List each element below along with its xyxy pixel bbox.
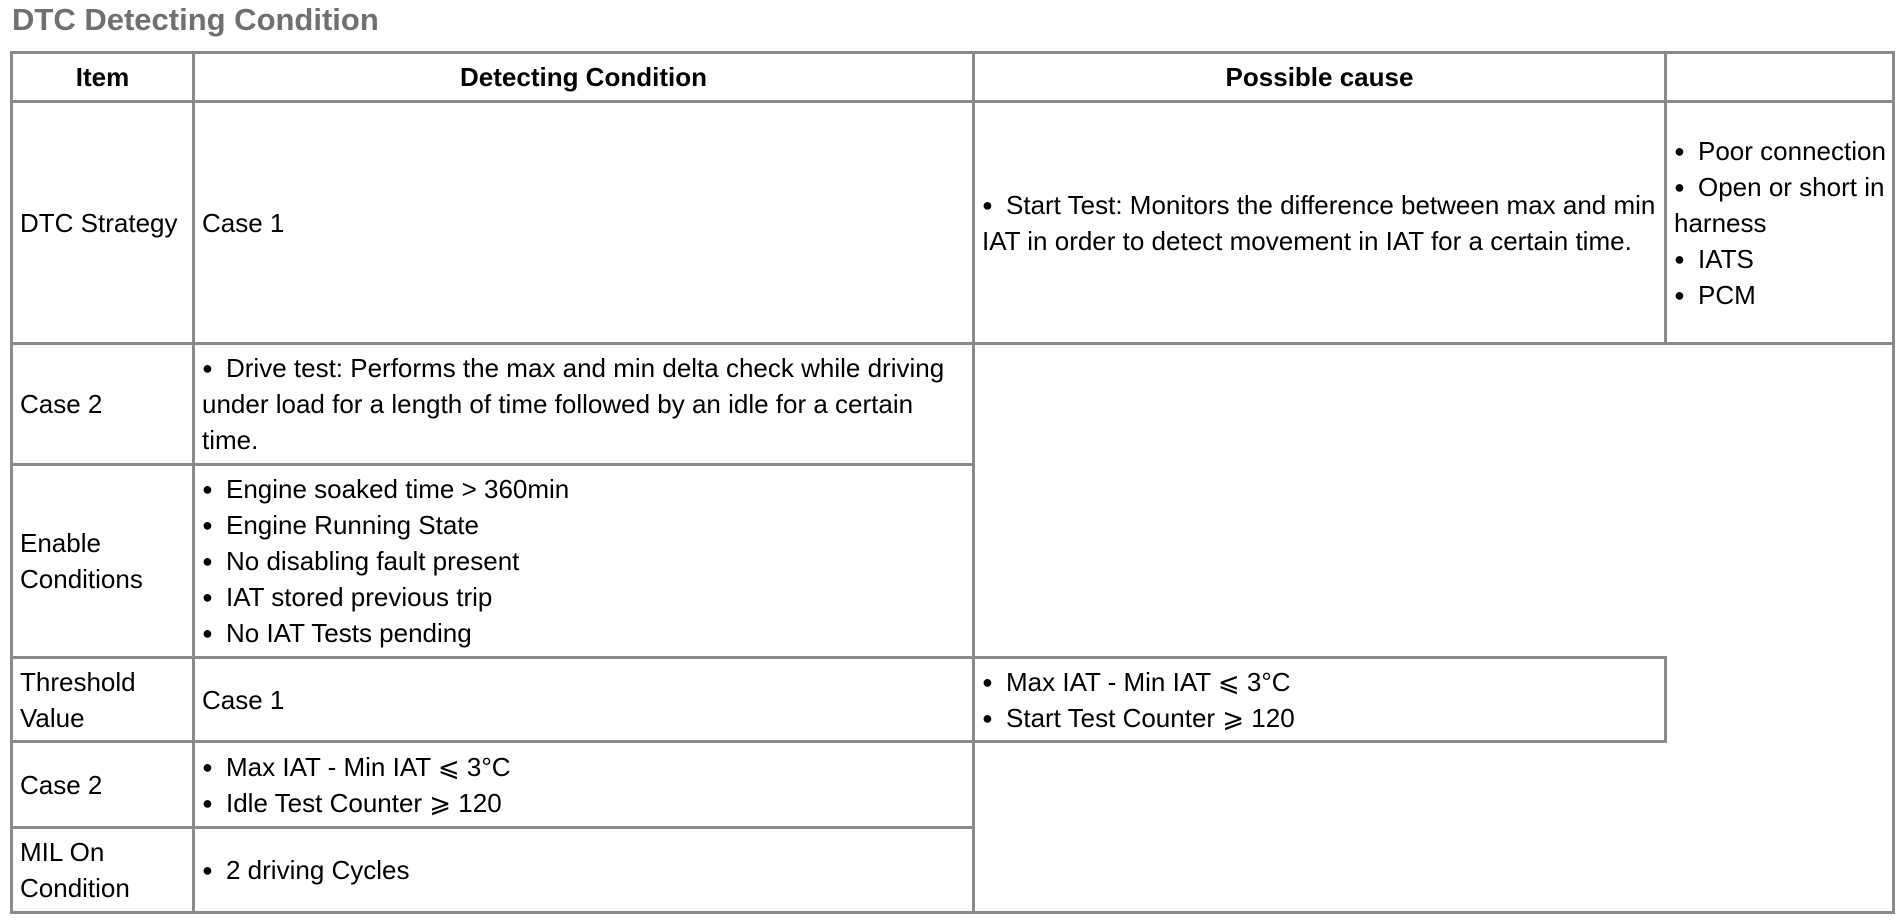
- dtc-strategy-label: DTC Strategy: [20, 207, 178, 238]
- row-mil-on-condition-item: [13, 829, 192, 911]
- row-threshold-value-conditions: [975, 659, 1664, 740]
- cause-item: ● Poor connection: [1674, 133, 1888, 169]
- possible-cause-list: [1667, 103, 1892, 342]
- row-case-2-item: [13, 345, 192, 463]
- mil-on-condition-label-line1: MIL On: [20, 837, 105, 867]
- cause-item: ● IATS: [1674, 241, 1888, 277]
- mil-on-condition-item: ● 2 driving Cycles: [202, 852, 972, 888]
- threshold-case-2-condition-item: ● Idle Test Counter ⩾ 120: [202, 785, 972, 821]
- enable-condition-item: ● IAT stored previous trip: [202, 579, 972, 615]
- row-threshold-case-2-conditions: [195, 743, 972, 826]
- row-dtc-strategy-item: [13, 103, 192, 342]
- threshold-case-2-condition-item: ● Max IAT - Min IAT ⩽ 3°C: [202, 749, 972, 785]
- header-item: [13, 54, 192, 100]
- row-mil-on-condition-value: [195, 829, 972, 911]
- cause-item: ● PCM: [1674, 277, 1888, 313]
- dtc-strategy-case-label: Case 1: [202, 207, 285, 238]
- header-possible-cause-label: Possible cause: [1225, 62, 1414, 92]
- header-possible-cause: [975, 54, 1664, 100]
- threshold-value-label-line2: Value: [20, 702, 85, 733]
- header-detecting-condition-label: Detecting Condition: [460, 62, 707, 92]
- threshold-condition-item: ● Start Test Counter ⩾ 120: [982, 700, 1664, 736]
- row-dtc-strategy-case: [195, 103, 972, 342]
- enable-conditions-label-line2: Conditions: [20, 564, 143, 594]
- drive-test-condition: ● Drive test: Performs the max and min delta check while driving under load for a length of time followed by an idle for a certain time.: [202, 350, 964, 458]
- row-enable-conditions-list: [195, 466, 972, 656]
- table-border: [10, 911, 1895, 914]
- row-threshold-value-item: [13, 659, 192, 740]
- mil-on-condition-label-line2: Condition: [20, 873, 130, 903]
- threshold-case-label: Case 1: [202, 684, 285, 715]
- row-threshold-case-2-item: [13, 743, 192, 826]
- start-test-condition: ● Start Test: Monitors the difference between max and min IAT in order to detect movement in IAT for a certain time.: [982, 187, 1656, 259]
- row-dtc-strategy-condition: [975, 103, 1664, 342]
- table-border: [1664, 656, 1667, 743]
- enable-conditions-label-line1: Enable: [20, 528, 101, 558]
- header-item-label: Item: [75, 62, 130, 92]
- threshold-value-label-line1: Threshold: [20, 666, 136, 697]
- case-2-label: Case 2: [20, 389, 103, 419]
- header-detecting-condition: [195, 54, 972, 100]
- enable-condition-item: ● Engine soaked time > 360min: [202, 471, 972, 507]
- enable-condition-item: ● Engine Running State: [202, 507, 972, 543]
- threshold-case-2-label: Case 2: [20, 769, 103, 800]
- row-threshold-value-case: [195, 659, 972, 740]
- table-border: [1892, 51, 1895, 914]
- cause-item: ● Open or short in harness: [1674, 169, 1888, 241]
- enable-condition-item: ● No disabling fault present: [202, 543, 972, 579]
- row-enable-conditions-item: [13, 466, 192, 656]
- threshold-condition-item: ● Max IAT - Min IAT ⩽ 3°C: [982, 664, 1664, 700]
- page-title: DTC Detecting Condition: [12, 2, 379, 37]
- row-case-2-condition: [195, 345, 972, 463]
- enable-condition-item: ● No IAT Tests pending: [202, 615, 972, 651]
